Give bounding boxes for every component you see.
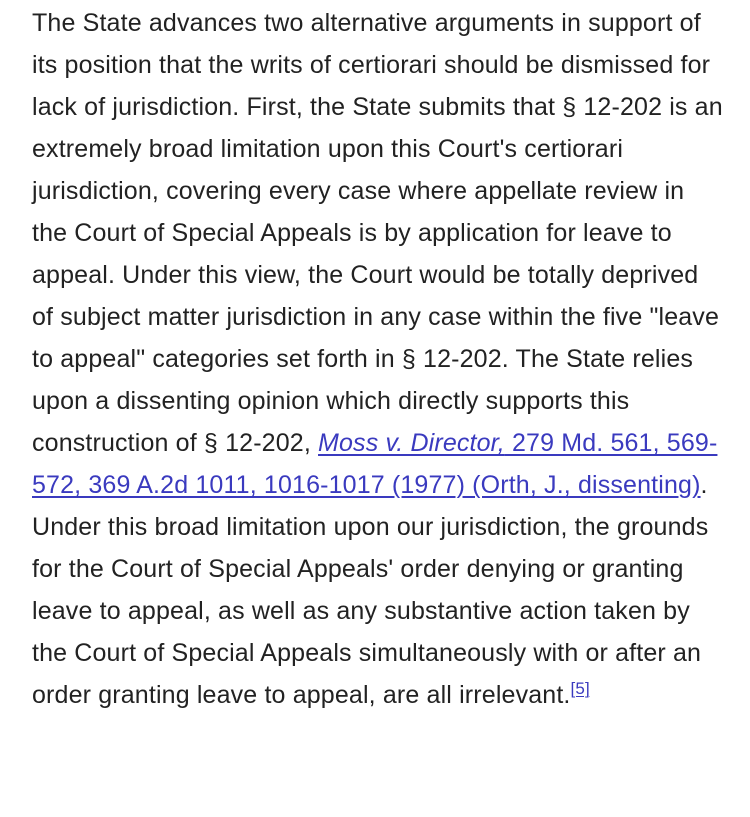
- citation-reference: 279 Md. 561, 569-572, 369 A.2d 1011, 1016-1017 (1977) (Orth, J., dissenting): [32, 429, 718, 499]
- citation-case-name: Moss v. Director,: [318, 429, 505, 457]
- paragraph-text-after-citation: . Under this broad limitation upon our jurisdiction, the grounds for the Court of Special Appeals' order denying or granting leave to appeal, as well as any substantive action taken by the Court of Special Appeals simultaneously with or after an order granting leave to appeal, are all irrelevant.: [32, 471, 709, 709]
- footnote-link-5[interactable]: [5]: [570, 679, 590, 698]
- paragraph-text-before-citation: The State advances two alternative arguments in support of its position that the writs of certiorari should be dismissed for lack of jurisdiction. First, the State submits that § 12-202 is an extremely broad limitation upon this Court's certiorari jurisdiction, covering every case where appellate review in the Court of Special Appeals is by application for leave to appeal. Under this view, the Court would be totally deprived of subject matter jurisdiction in any case within the five "leave to appeal" categories set forth in § 12-202. The State relies upon a dissenting opinion which directly supports this construction of § 12-202,: [32, 9, 723, 457]
- body-paragraph: [32, 2, 724, 716]
